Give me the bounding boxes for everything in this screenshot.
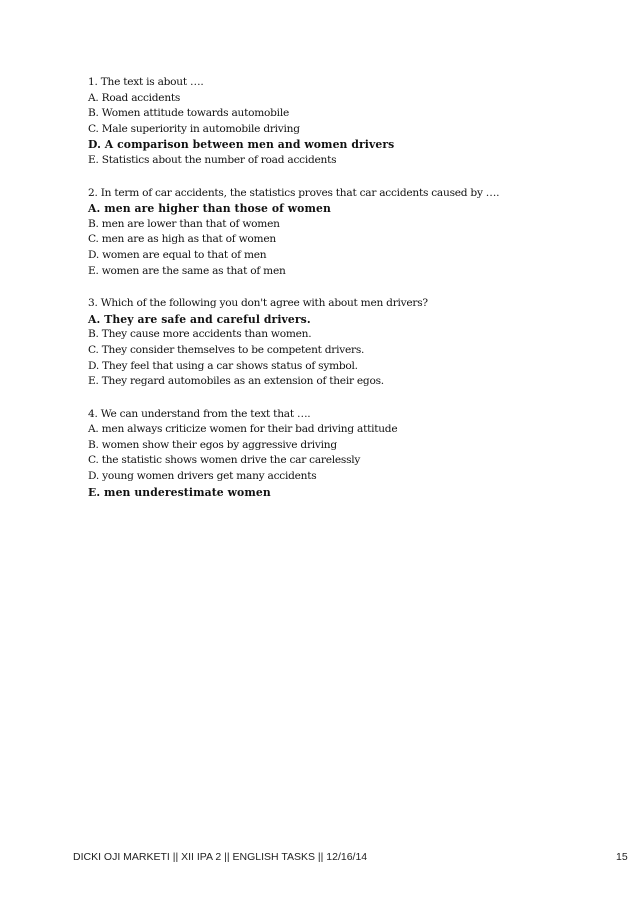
option-b: B. Women attitude towards automobile — [88, 107, 289, 120]
option-a-answer: A. men are higher than those of women — [88, 202, 331, 216]
option-d: D. women are equal to that of men — [88, 248, 267, 261]
option-e-answer: E. men underestimate women — [88, 485, 271, 499]
option-c: C. They consider themselves to be competent drivers. — [88, 343, 365, 356]
option-c: C. Male superiority in automobile driving — [88, 122, 300, 135]
option-d: D. They feel that using a car shows status of symbol. — [88, 359, 358, 372]
option-b: B. They cause more accidents than women. — [88, 328, 312, 341]
question-stem: 1. The text is about …. — [88, 76, 204, 88]
question-4 — [88, 407, 558, 501]
question-stem: 2. In term of car accidents, the statistics proves that car accidents caused by …. — [88, 186, 500, 199]
option-e: E. women are the same as that of men — [88, 264, 286, 277]
option-d-answer: D. A comparison between men and women drivers — [88, 138, 395, 152]
option-a: A. Road accidents — [88, 91, 181, 104]
option-b: B. women show their egos by aggressive driving — [88, 438, 337, 451]
option-b: B. men are lower than that of women — [88, 217, 280, 230]
question-3 — [88, 296, 558, 390]
footer-text: DICKI OJI MARKETI || XII IPA 2 || ENGLISH TASKS || 12/16/14 — [73, 851, 368, 863]
option-a: A. men always criticize women for their bad driving attitude — [88, 423, 398, 436]
option-e: E. They regard automobiles as an extension of their egos. — [88, 375, 384, 388]
question-1 — [88, 75, 558, 169]
option-e: E. Statistics about the number of road accidents — [88, 153, 337, 166]
question-stem: 3. Which of the following you don't agree with about men drivers? — [88, 297, 428, 310]
question-stem: 4. We can understand from the text that …. — [88, 407, 311, 420]
question-2 — [88, 186, 558, 280]
option-c: C. men are as high as that of women — [88, 233, 276, 246]
page-number: 15 — [616, 851, 628, 863]
option-d: D. young women drivers get many accidents — [88, 470, 317, 483]
option-c: C. the statistic shows women drive the car carelessly — [88, 454, 361, 467]
option-a-answer: A. They are safe and careful drivers. — [88, 312, 311, 326]
question-list — [88, 75, 558, 517]
